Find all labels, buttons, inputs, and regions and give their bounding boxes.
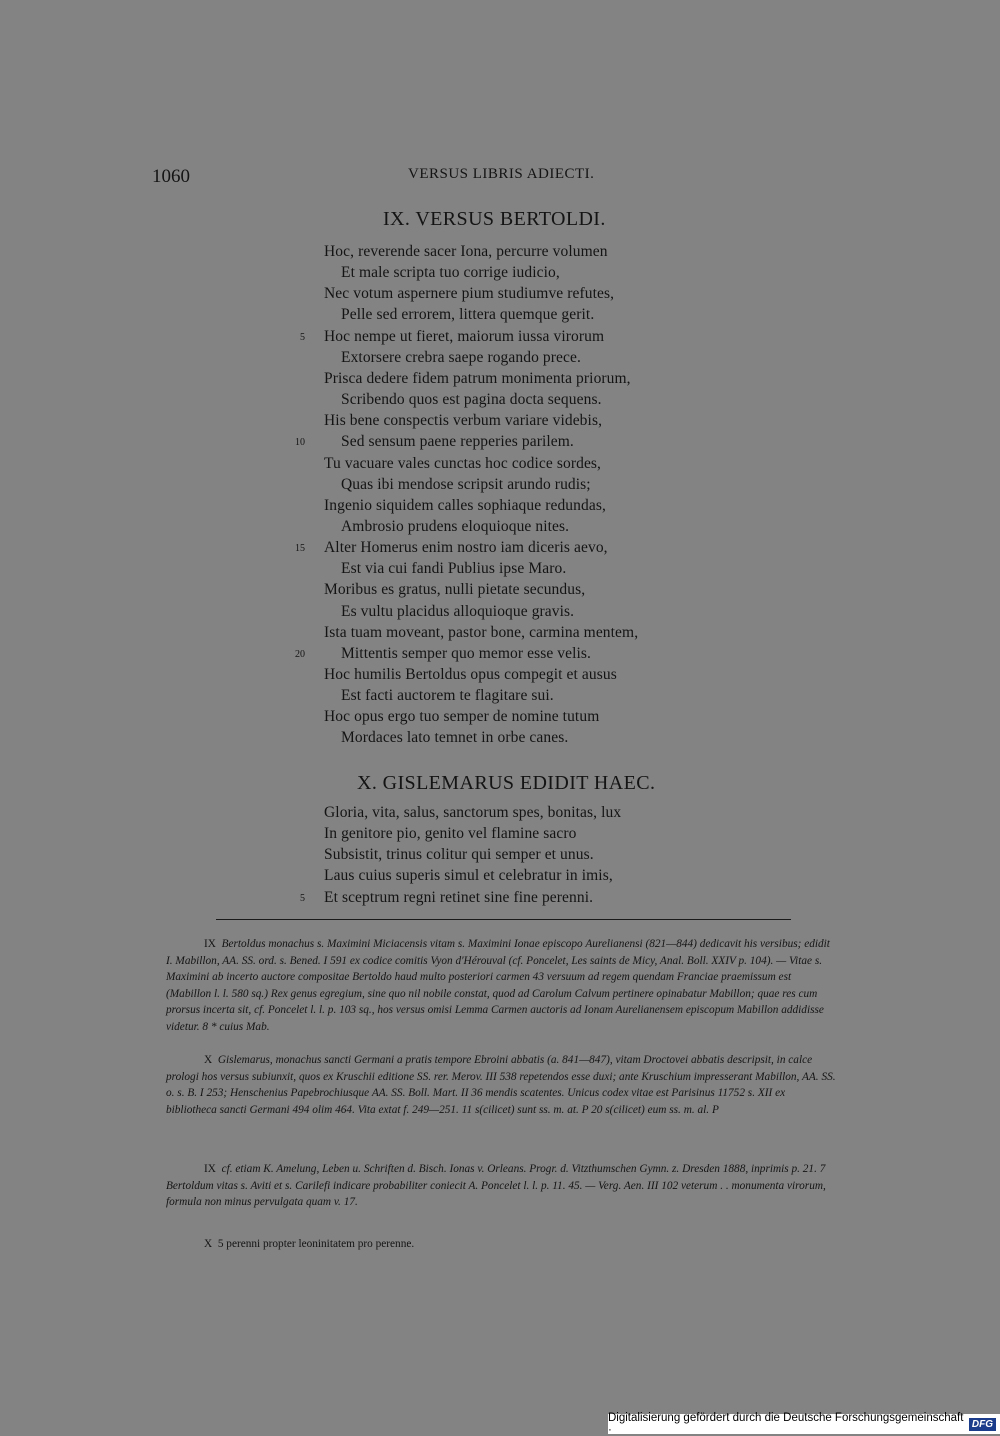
verse-line: Et male scripta tuo corrige iudicio,: [341, 264, 560, 282]
footnote-ix-label: IX: [204, 938, 216, 950]
digitization-footer: [608, 1414, 1000, 1434]
footnote-separator: [216, 919, 791, 920]
footnote-x-label: X: [204, 1054, 213, 1066]
footnote-ix-sources-label: IX: [204, 1163, 216, 1175]
footnote-ix-text: Bertoldus monachus s. Maximini Miciacensis vitam s. Maximini Ionae episcopo Aurelianensi (821—844) dedicavit his versibus; edidit I. Mabillon, AA. SS. ord. s. Bened. I 591 ex codice comitis Vyon d'Hérouval (cf. Poncelet, Les saints de Micy, Anal. Boll. XXIV p. 104). — Vitae s. Maximini ab incerto auctore compositae Bertoldo haud multo posteriori carmen 43 versuum ad regem quendam Franciae praemissum est (Mabillon l. l. 580 sq.) Rex genus egregium, sine quo nil nobile constat, quod ad Carolum Calvum pertinere opinabatur Mabillon; quae res cum prorsus incerta sit, cf. Poncelet l. l. p. 103 sq., hos versus omisi Lemma Carmen auctoris ad Ionam Aurelianensem episcopum Mabillon addidisse videtur. 8 * cuius Mab.: [166, 938, 830, 1033]
footnote-x-sources: [166, 1236, 838, 1253]
verse-line: Extorsere crebra saepe rogando prece.: [341, 348, 581, 366]
section-heading-x: X. GISLEMARUS EDIDIT HAEC.: [357, 772, 656, 794]
verse-line: Hoc nempe ut fieret, maiorum iussa virorum: [324, 327, 605, 345]
footnote-ix-sources: [166, 1161, 838, 1211]
verse-line: Ingenio siquidem calles sophiaque redundas,: [324, 496, 606, 514]
verse-line: Hoc humilis Bertoldus opus compegit et ausus: [324, 666, 617, 683]
verse-line: Sed sensum paene repperies parilem.: [341, 433, 574, 451]
footnote-ix: [166, 936, 838, 1036]
verse-line: Hoc opus ergo tuo semper de nomine tutum: [324, 708, 600, 726]
line-number: 20: [295, 648, 305, 660]
dfg-logo: DFG: [969, 1418, 996, 1431]
verse-line: Est facti auctorem te flagitare sui.: [341, 687, 554, 705]
section-heading-ix: IX. VERSUS BERTOLDI.: [383, 208, 606, 230]
verse-line: His bene conspectis verbum variare videbis,: [324, 412, 603, 430]
verse-line: Pelle sed errorem, littera quemque gerit.: [341, 306, 595, 324]
verse-line: Quas ibi mendose scripsit arundo rudis;: [341, 475, 591, 493]
verse-line: Es vultu placidus alloquioque gravis.: [341, 602, 575, 620]
verse-line: Mordaces lato temnet in orbe canes.: [341, 729, 569, 747]
verse-line: Est via cui fandi Publius ipse Maro.: [341, 560, 567, 578]
line-number: 5: [300, 331, 305, 343]
verse-line: Mittentis semper quo memor esse velis.: [341, 644, 592, 662]
verse-line: Tu vacuare vales cunctas hoc codice sordes,: [324, 454, 602, 472]
verse-line: Gloria, vita, salus, sanctorum spes, bonitas, lux: [324, 804, 622, 821]
line-number: 10: [295, 437, 305, 449]
footnote-x-text: Gislemarus, monachus sancti Germani a pratis tempore Ebroini abbatis (a. 841—847), vitam Droctovei abbatis descripsit, in calce prologi hos versus subiunxit, quos ex Kruschii editione SS. rer. Merov. III 538 repetendos esse duxi; ante Kruschium impresserant Mabillon, AA. SS. o. s. B. I 253; Henschenius Papebrochiusque AA. SS. Boll. Mart. II 36 mendis scatentes. Unicus codex vitae est Parisinus 11752 s. XII ex bibliotheca sancti Germani 494 olim 464. Vita extat f. 249—251. 11 s(cilicet) sunt ss. m. at. P 20 s(cilicet) eum ss. m. al. P: [166, 1054, 836, 1116]
line-number: 15: [295, 543, 305, 555]
verse-line: Subsistit, trinus colitur qui semper et unus.: [324, 846, 594, 864]
verse-line: Hoc, reverende sacer Iona, percurre volumen: [324, 243, 608, 260]
verse-line: Et sceptrum regni retinet sine fine perenni.: [324, 888, 594, 906]
verse-line: Alter Homerus enim nostro iam diceris aevo,: [324, 539, 608, 557]
verse-line: Laus cuius superis simul et celebratur in imis,: [324, 867, 613, 885]
footnote-x: [166, 1052, 838, 1118]
verse-line: Ista tuam moveant, pastor bone, carmina mentem,: [324, 623, 639, 641]
verse-line: Scribendo quos est pagina docta sequens.: [341, 391, 602, 409]
verse-line: Prisca dedere fidem patrum monimenta priorum,: [324, 369, 631, 387]
footnote-x-sources-text: 5 perenni propter leoninitatem pro perenne.: [217, 1238, 415, 1250]
verse-line: Moribus es gratus, nulli pietate secundus,: [324, 581, 586, 599]
verse-line: Ambrosio prudens eloquioque nites.: [341, 517, 570, 535]
verse-line: In genitore pio, genito vel flamine sacro: [324, 825, 577, 843]
line-number: 5: [300, 892, 305, 904]
page-number: 1060: [152, 166, 190, 187]
verse-line: Nec votum aspernere pium studiumve refutes,: [324, 285, 615, 303]
running-head: VERSUS LIBRIS ADIECTI.: [408, 166, 595, 182]
footnote-x-sources-label: X: [204, 1238, 213, 1250]
footer-credit: Digitalisierung gefördert durch die Deutsche Forschungsgemeinschaft ·: [608, 1412, 964, 1436]
footnote-ix-sources-text: cf. etiam K. Amelung, Leben u. Schriften d. Bisch. Ionas v. Orleans. Progr. d. Vitzthumschen Gymn. z. Dresden 1888, inprimis p. 21. 7 Bertoldum vitas s. Aviti et s. Carilefi indicare probabiliter coniecit A. Poncelet l. l. p. 11. 45. — Verg. Aen. III 102 veterum . . monumenta virorum, formula non minus pervulgata quam v. 17.: [166, 1163, 826, 1209]
